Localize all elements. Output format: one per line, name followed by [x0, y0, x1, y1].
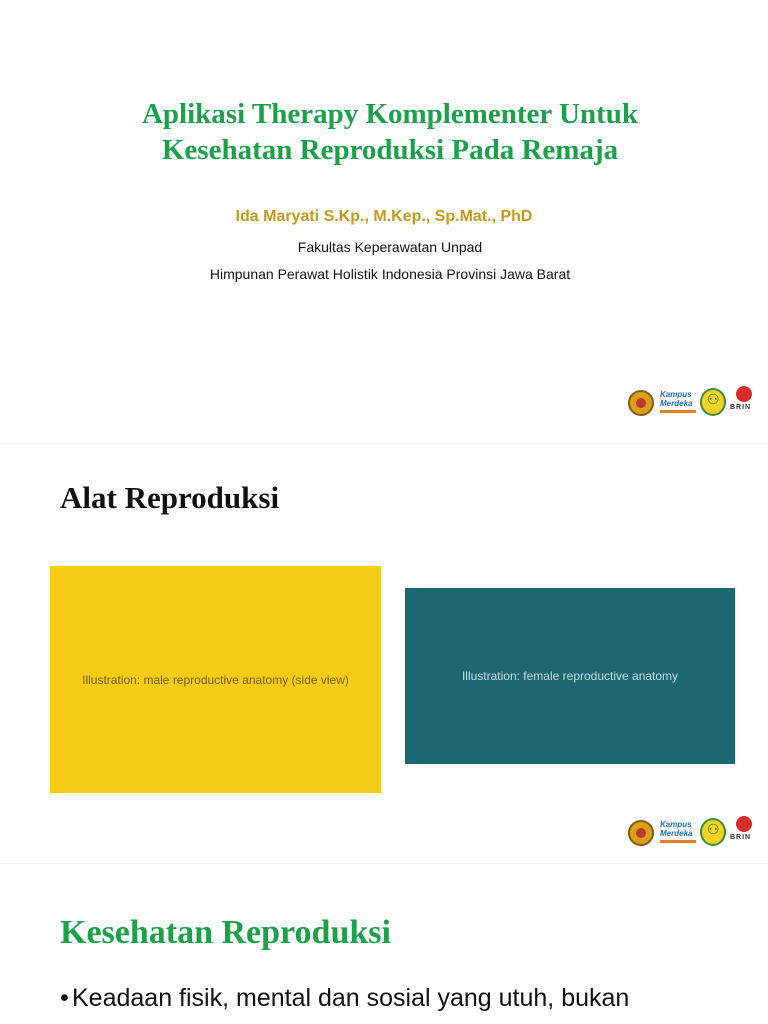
- title-slide: [0, 0, 768, 444]
- title-line-2: Kesehatan Reproduksi Pada Remaja: [161, 134, 619, 166]
- unpad-logo: [628, 820, 654, 846]
- logo-strip: [628, 814, 758, 850]
- male-reproductive-image: Illustration: male reproductive anatomy (side view): [50, 566, 381, 793]
- slide-title: Alat Reproduksi: [60, 480, 280, 515]
- presentation-title: [40, 96, 740, 168]
- affiliation-association: Himpunan Perawat Holistik Indonesia Provinsi Jawa Barat: [209, 266, 571, 282]
- bullet-text: Keadaan fisik, mental dan sosial yang utuh, bukan: [72, 984, 630, 1012]
- brin-logo: BRIN: [730, 814, 758, 850]
- female-reproductive-image: Illustration: female reproductive anatomy: [405, 588, 735, 764]
- unpad-logo: [628, 390, 654, 416]
- holistic-nurse-logo: [700, 818, 726, 846]
- title-line-1: Aplikasi Therapy Komplementer Untuk: [141, 98, 639, 130]
- reproductive-organs-slide: [0, 444, 768, 864]
- slide-title: Kesehatan Reproduksi: [60, 914, 391, 951]
- logo-strip: [628, 384, 758, 420]
- brin-logo: BRIN: [730, 384, 758, 420]
- holistic-nurse-logo: [700, 388, 726, 416]
- kampus-merdeka-logo: Kampus Merdeka: [660, 818, 698, 846]
- kampus-merdeka-logo: Kampus Merdeka: [660, 388, 698, 416]
- reproductive-health-slide: [0, 864, 768, 1024]
- affiliation-faculty: Fakultas Keperawatan Unpad: [297, 239, 483, 255]
- author-name: Ida Maryati S.Kp., M.Kep., Sp.Mat., PhD: [235, 208, 533, 225]
- bullet-point: [60, 984, 629, 1013]
- bullet-icon: •: [60, 984, 69, 1012]
